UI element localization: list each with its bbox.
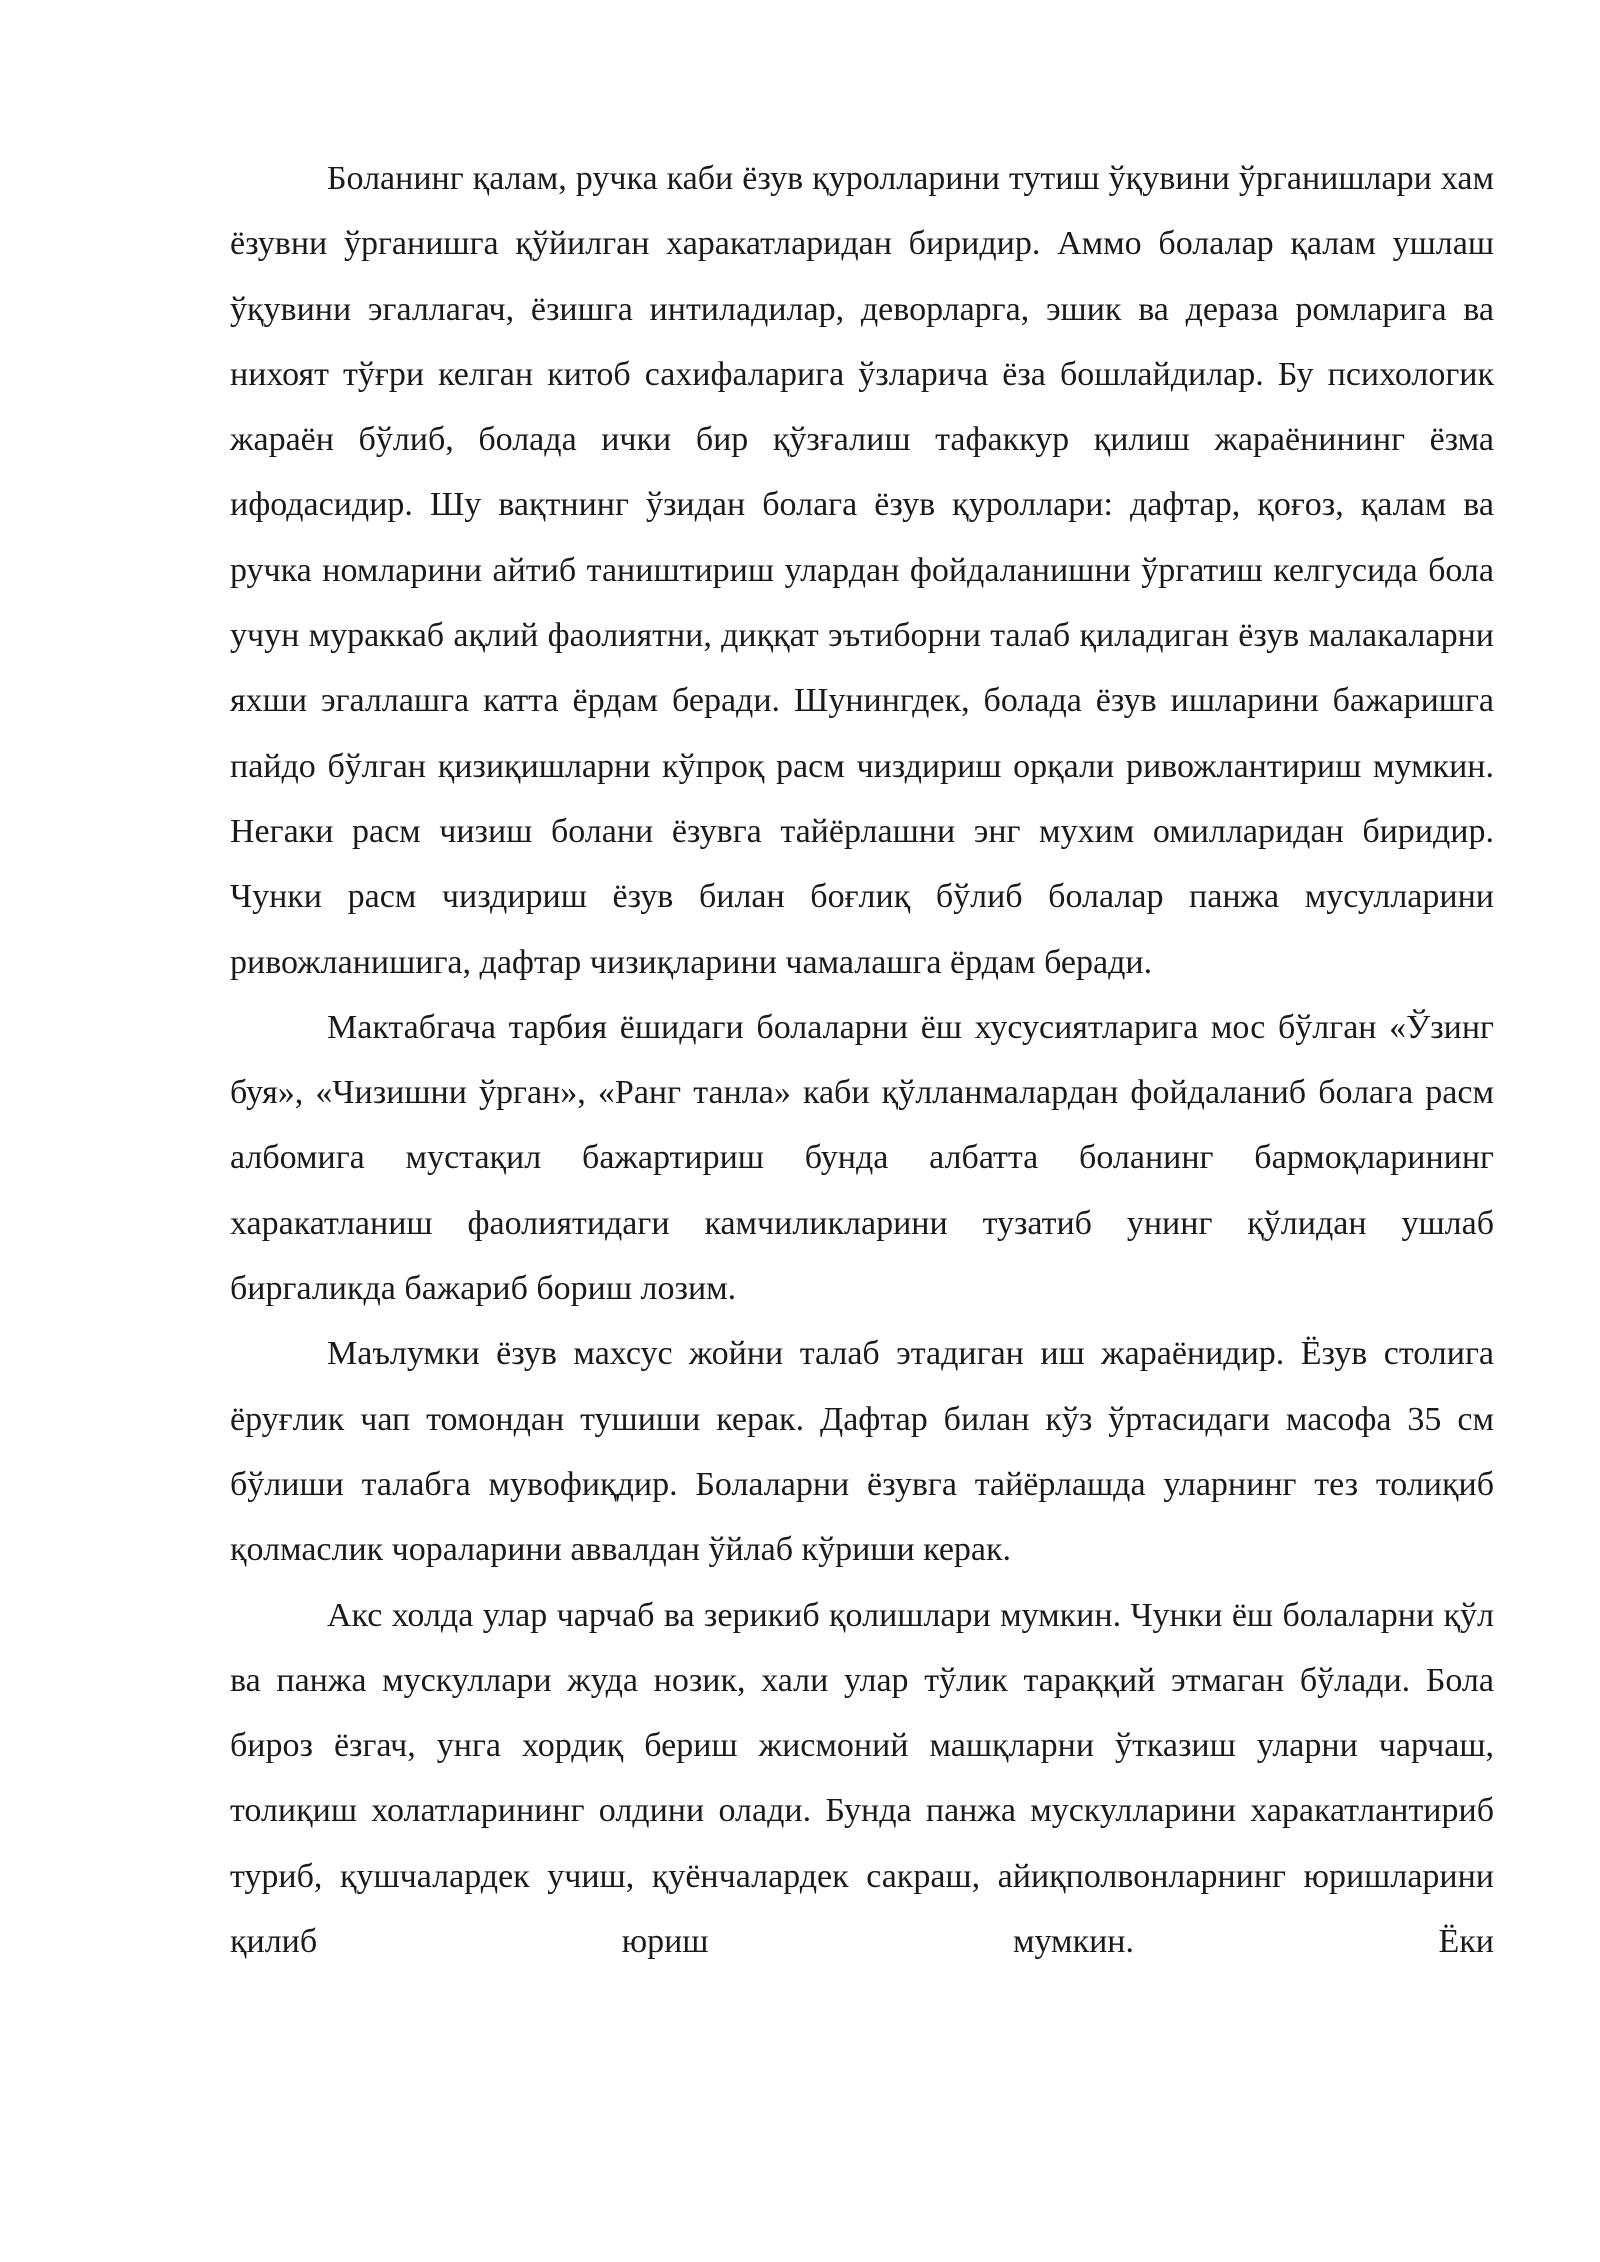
- paragraph-1: Боланинг қалам, ручка каби ёзув қуролларини тутиш ўқувини ўрганишлари хам ёзувни ўрганишга қўйилган харакатларидан биридир. Аммо болалар қалам ушлаш ўқувини эгаллагач, ёзишга интиладилар, деворларга, эшик ва дераза ромларига ва нихоят тўғри келган китоб сахифаларига ўзларича ёза бошлайдилар. Бу психологик жараён бўлиб, болада ички бир қўзғалиш тафаккур қилиш жараёнининг ёзма ифодасидир. Шу вақтнинг ўзидан болага ёзув қуроллари: дафтар, қоғоз, қалам ва ручка номларини айтиб таништириш улардан фойдаланишни ўргатиш келгусида бола учун мураккаб ақлий фаолиятни, диққат эътиборни талаб қиладиган ёзув малакаларни яхши эгаллашга катта ёрдам беради. Шунингдек, болада ёзув ишларини бажаришга пайдо бўлган қизиқишларни кўпроқ расм чиздириш орқали ривожлантириш мумкин. Негаки расм чизиш болани ёзувга тайёрлашни энг мухим омилларидан биридир. Чунки расм чиздириш ёзув билан боғлиқ бўлиб болалар панжа мусулларини ривожланишига, дафтар чизиқларини чамалашга ёрдам беради.: [230, 160, 1494, 981]
- paragraph-4: Акс холда улар чарчаб ва зерикиб қолишлари мумкин. Чунки ёш болаларни қўл ва панжа мускуллари жуда нозик, хали улар тўлик тараққий этмаган бўлади. Бола бироз ёзгач, унга хордиқ бериш жисмоний машқларни ўтказиш уларни чарчаш, толиқиш холатларининг олдини олади. Бунда панжа мускулларини харакатлантириб туриб, қушчалардек учиш, қуёнчалардек сакраш, айиқполвонларнинг юришларини қилиб юриш мумкин. Ёки: [230, 1596, 1494, 1961]
- paragraph-3: Маълумки ёзув махсус жойни талаб этадиган иш жараёнидир. Ёзув столига ёруғлик чап томондан тушиши керак. Дафтар билан кўз ўртасидаги масофа 35 см бўлиши талабга мувофиқдир. Болаларни ёзувга тайёрлашда уларнинг тез толиқиб қолмаслик чораларини аввалдан ўйлаб кўриши керак.: [230, 1335, 1494, 1569]
- paragraph-2: Мактабгача тарбия ёшидаги болаларни ёш хусусиятларига мос бўлган «Ўзинг буя», «Чизишни ўрган», «Ранг танла» каби қўлланмалардан фойдаланиб болага расм албомига мустақил бажартириш бунда албатта боланинг бармоқларининг харакатланиш фаолиятидаги камчиликларини тузатиб унинг қўлидан ушлаб биргаликда бажариб бориш лозим.: [230, 1008, 1494, 1308]
- document-body: [230, 146, 1494, 1974]
